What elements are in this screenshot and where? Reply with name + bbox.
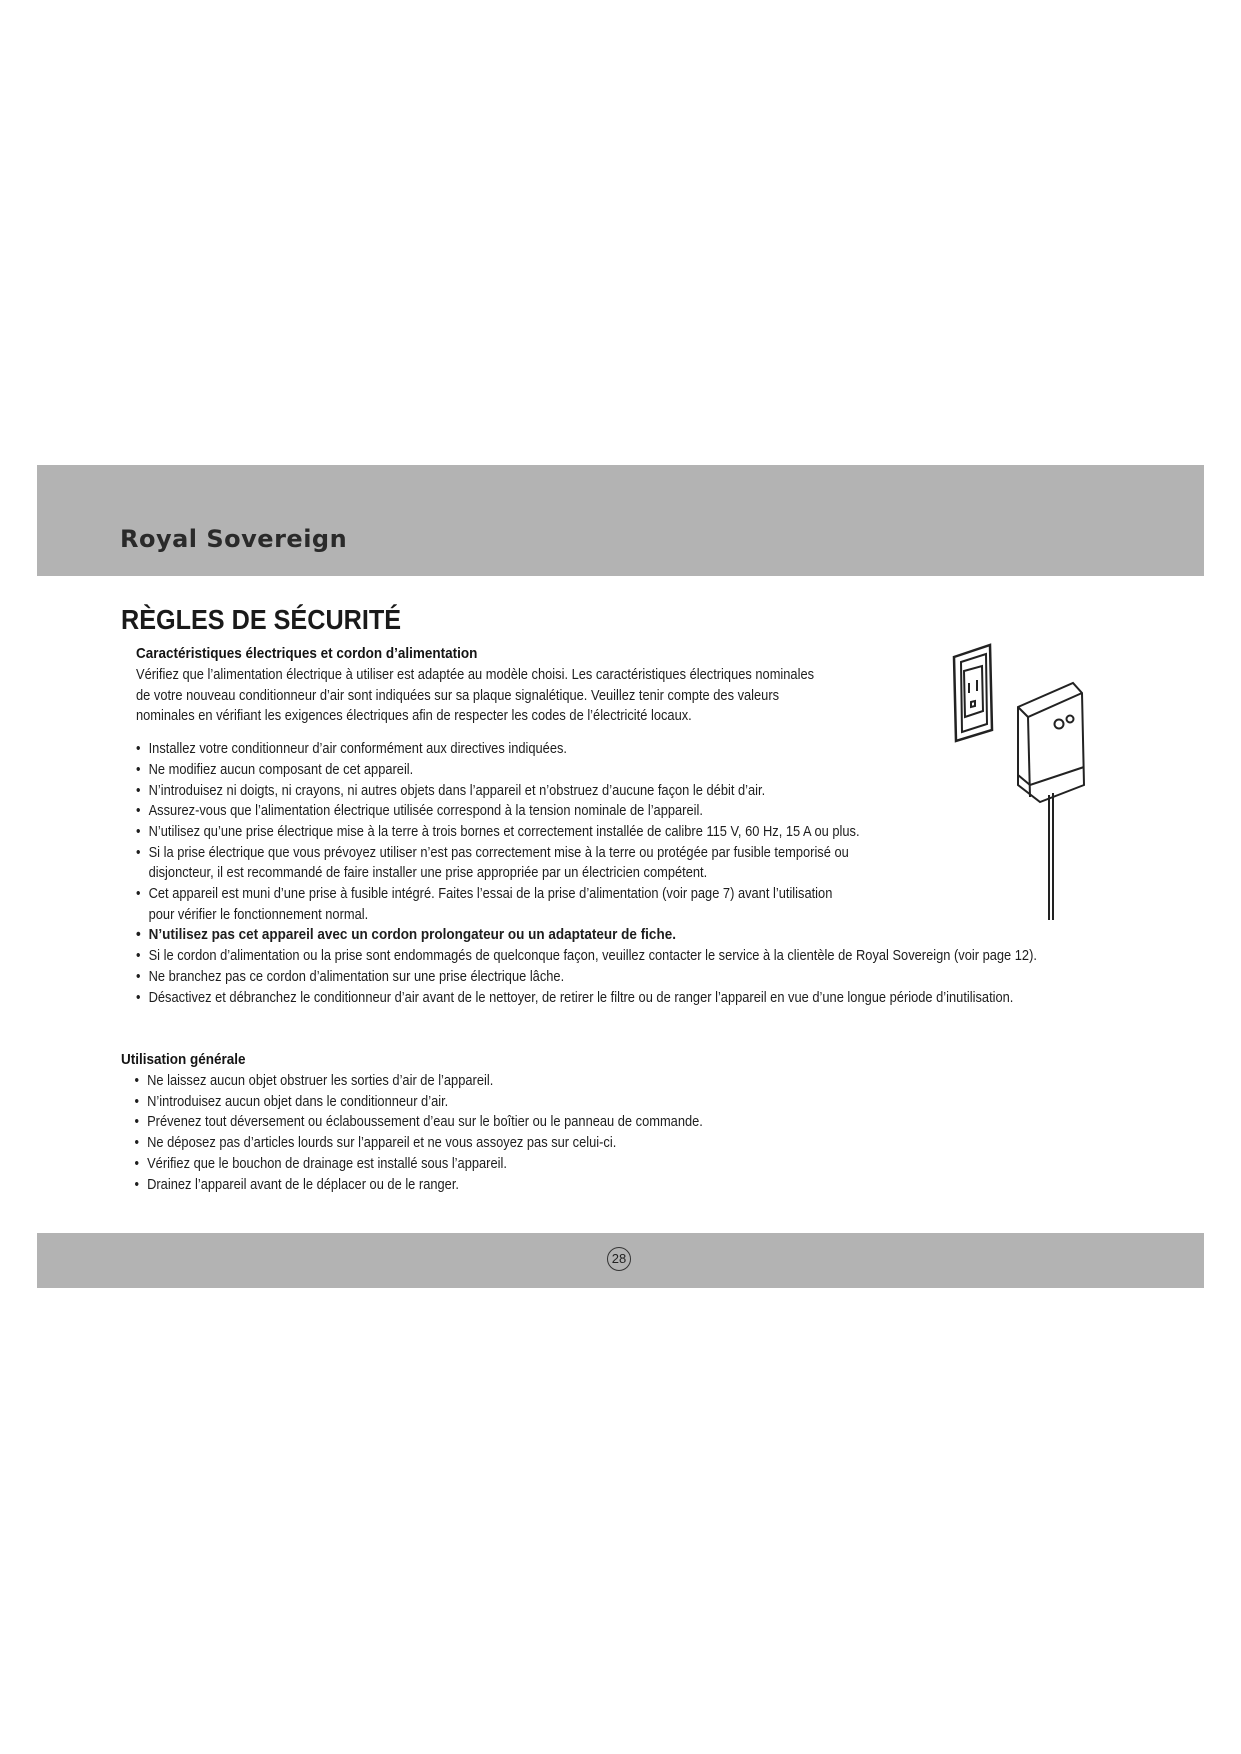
list-item: • Prévenez tout déversement ou éclaboussement d’eau sur le boîtier ou le panneau de commande.	[135, 1112, 770, 1133]
page-content	[37, 576, 1204, 1233]
list-item: • Ne déposez pas d’articles lourds sur l’appareil et ne vous assoyez pas sur celui-ci.	[135, 1133, 770, 1154]
general-section	[121, 1050, 769, 1195]
header-band	[37, 465, 1204, 576]
list-item: • N’introduisez aucun objet dans le conditionneur d’air.	[135, 1092, 770, 1113]
general-heading: Utilisation générale	[121, 1051, 246, 1068]
list-item: • Installez votre conditionneur d’air conformément aux directives indiquées.	[136, 739, 1072, 760]
brand-logo: Royal Sovereign	[120, 525, 348, 553]
general-list	[121, 1071, 769, 1195]
list-item: • Désactivez et débranchez le conditionneur d’air avant de le nettoyer, de retirer le filtre ou de ranger l’appareil en vue d’une longue période d’inutilisation.	[136, 988, 1072, 1009]
list-item: • Drainez l’appareil avant de le déplacer ou de le ranger.	[135, 1175, 770, 1196]
list-item: • Cet appareil est muni d’une prise à fusible intégré. Faites l’essai de la prise d’alimentation (voir page 7) avant l’utilisation pour vérifier le fonctionnement normal.	[136, 884, 855, 925]
plug-outlet-illustration	[950, 635, 1170, 920]
plug-adapter-icon	[1018, 683, 1084, 920]
page-title: RÈGLES DE SÉCURITÉ	[121, 604, 402, 635]
list-item: • Ne branchez pas ce cordon d’alimentation sur une prise électrique lâche.	[136, 967, 1072, 988]
wall-outlet-icon	[954, 645, 992, 741]
page-number: 28	[607, 1247, 631, 1271]
footer-band	[37, 1233, 1204, 1288]
warning-item: • N’utilisez pas cet appareil avec un cordon prolongateur ou un adaptateur de fiche.	[136, 925, 1072, 946]
list-item: • Ne laissez aucun objet obstruer les sorties d’air de l’appareil.	[135, 1071, 770, 1092]
list-item: • N’introduisez ni doigts, ni crayons, ni autres objets dans l’appareil et n’obstruez d’aucune façon le débit d’air.	[136, 781, 1072, 802]
list-item: • Assurez-vous que l’alimentation électrique utilisée correspond à la tension nominale de l’appareil.	[136, 801, 1072, 822]
list-item: • N’utilisez qu’une prise électrique mise à la terre à trois bornes et correctement installée de calibre 115 V, 60 Hz, 15 A ou plus.	[136, 822, 1072, 843]
list-item: • Ne modifiez aucun composant de cet appareil.	[136, 760, 1072, 781]
electrical-list	[136, 739, 1072, 1008]
electrical-section	[136, 644, 1072, 1008]
electrical-intro: Vérifiez que l’alimentation électrique à utiliser est adaptée au modèle choisi. Les caractéristiques électriques nominales de votre nouveau conditionneur d’air sont indiquées sur sa plaque signalétique. Veuillez tenir compte des valeurs nominales en vérifiant les exigences électriques afin de respecter les codes de l’électricité locaux.	[136, 667, 815, 725]
electrical-heading: Caractéristiques électriques et cordon d’alimentation	[136, 645, 478, 662]
list-item: • Vérifiez que le bouchon de drainage est installé sous l’appareil.	[135, 1154, 770, 1175]
list-item: • Si la prise électrique que vous prévoyez utiliser n’est pas correctement mise à la terre ou protégée par fusible temporisé ou disjoncteur, il est recommandé de faire installer une prise appropriée par un électricien compétent.	[136, 843, 855, 884]
list-item: • Si le cordon d’alimentation ou la prise sont endommagés de quelconque façon, veuillez contacter le service à la clientèle de Royal Sovereign (voir page 12).	[136, 946, 1072, 967]
